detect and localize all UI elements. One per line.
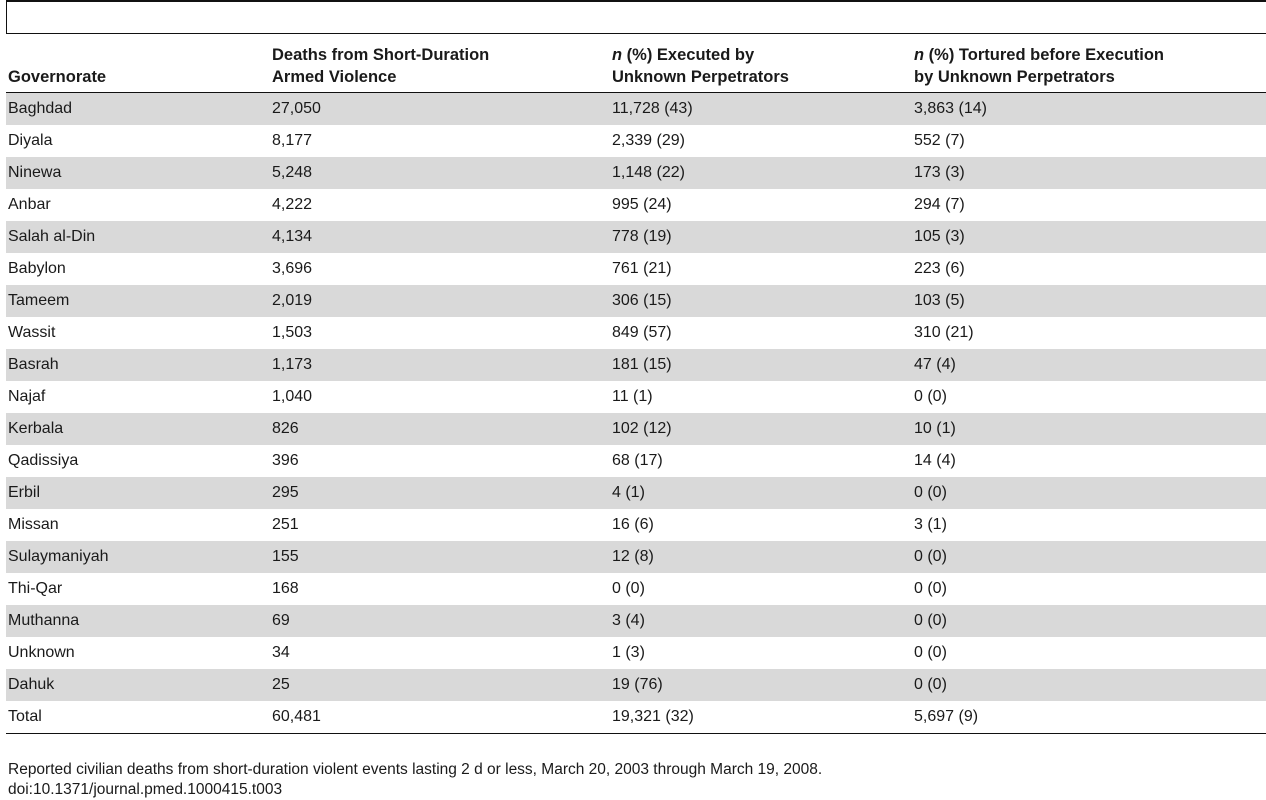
cell-governorate: Erbil xyxy=(6,477,270,509)
cell-deaths: 27,050 xyxy=(270,93,610,126)
cell-governorate: Total xyxy=(6,701,270,734)
header-deaths xyxy=(270,34,610,93)
cell-governorate: Diyala xyxy=(8,132,53,149)
cell-governorate: Missan xyxy=(8,516,59,533)
cell-deaths: 5,248 xyxy=(270,157,610,189)
table-row xyxy=(6,285,1266,317)
cell-tortured: 105 (3) xyxy=(912,221,1266,253)
table-body xyxy=(6,93,1266,734)
cell-deaths: 4,222 xyxy=(272,196,313,213)
cell-governorate: Qadissiya xyxy=(8,452,79,469)
cell-governorate: Wassit xyxy=(8,324,56,341)
header-executed-line1: (%) Executed by xyxy=(622,46,755,64)
table-row xyxy=(6,157,1266,189)
table-row xyxy=(6,381,1266,413)
cell-deaths: 826 xyxy=(270,413,610,445)
table-row xyxy=(6,637,1266,669)
cell-deaths: 4,134 xyxy=(270,221,610,253)
table-footnote xyxy=(8,760,822,800)
table-row xyxy=(6,317,1266,349)
table-row xyxy=(6,93,1266,126)
cell-governorate: Salah al-Din xyxy=(6,221,270,253)
governorate-deaths-table xyxy=(6,34,1266,734)
cell-executed: 0 (0) xyxy=(612,580,645,597)
cell-tortured: 0 (0) xyxy=(914,644,947,661)
cell-tortured: 0 (0) xyxy=(912,477,1266,509)
cell-executed: 19 (76) xyxy=(610,669,912,701)
header-executed-line2: Unknown Perpetrators xyxy=(612,68,789,86)
cell-executed: 4 (1) xyxy=(610,477,912,509)
cell-executed: 761 (21) xyxy=(612,260,672,277)
cell-executed: 181 (15) xyxy=(610,349,912,381)
cell-deaths: 251 xyxy=(272,516,299,533)
header-deaths-line2: Armed Violence xyxy=(272,68,397,86)
cell-executed: 11,728 (43) xyxy=(610,93,912,126)
cell-executed: 3 (4) xyxy=(610,605,912,637)
cell-deaths: 8,177 xyxy=(272,132,313,149)
table-row xyxy=(6,221,1266,253)
cell-executed: 306 (15) xyxy=(610,285,912,317)
cell-tortured: 0 (0) xyxy=(914,580,947,597)
table-row xyxy=(6,413,1266,445)
cell-executed: 16 (6) xyxy=(612,516,654,533)
table-row xyxy=(6,541,1266,573)
cell-tortured: 3,863 (14) xyxy=(912,93,1266,126)
cell-tortured: 310 (21) xyxy=(914,324,974,341)
cell-executed: 11 (1) xyxy=(612,388,653,405)
cell-executed: 849 (57) xyxy=(612,324,672,341)
cell-deaths: 168 xyxy=(272,580,299,597)
cell-executed: 2,339 (29) xyxy=(612,132,685,149)
cell-deaths: 1,173 xyxy=(270,349,610,381)
table-row xyxy=(6,509,1266,541)
cell-executed: 68 (17) xyxy=(612,452,663,469)
header-tortured-label xyxy=(914,44,1264,92)
table-row xyxy=(6,605,1266,637)
cell-governorate: Thi-Qar xyxy=(8,580,63,597)
cell-tortured: 10 (1) xyxy=(912,413,1266,445)
table-row xyxy=(6,349,1266,381)
cell-deaths: 3,696 xyxy=(272,260,313,277)
cell-tortured: 14 (4) xyxy=(914,452,956,469)
header-executed-label xyxy=(612,44,910,92)
cell-deaths: 1,040 xyxy=(272,388,313,405)
cell-governorate: Unknown xyxy=(8,644,75,661)
cell-tortured: 0 (0) xyxy=(914,388,947,405)
cell-governorate: Anbar xyxy=(8,196,51,213)
cell-deaths: 2,019 xyxy=(270,285,610,317)
table-row xyxy=(6,125,1266,157)
header-tortured-n: n xyxy=(914,46,925,64)
cell-executed: 995 (24) xyxy=(612,196,672,213)
cell-deaths: 25 xyxy=(270,669,610,701)
header-executed xyxy=(610,34,912,93)
header-tortured-line2: by Unknown Perpetrators xyxy=(914,68,1115,86)
cell-executed: 102 (12) xyxy=(610,413,912,445)
left-rule xyxy=(6,0,7,34)
cell-executed: 1,148 (22) xyxy=(610,157,912,189)
cell-tortured: 0 (0) xyxy=(912,605,1266,637)
cell-tortured: 3 (1) xyxy=(914,516,947,533)
header-row xyxy=(6,34,1266,93)
cell-governorate: Najaf xyxy=(8,388,46,405)
cell-tortured: 5,697 (9) xyxy=(912,701,1266,734)
cell-executed: 778 (19) xyxy=(610,221,912,253)
cell-tortured: 103 (5) xyxy=(912,285,1266,317)
header-deaths-label xyxy=(272,44,608,92)
table-row xyxy=(6,477,1266,509)
top-rule xyxy=(6,0,1266,2)
cell-tortured: 0 (0) xyxy=(912,541,1266,573)
cell-governorate: Basrah xyxy=(6,349,270,381)
cell-governorate: Sulaymaniyah xyxy=(6,541,270,573)
cell-executed: 12 (8) xyxy=(610,541,912,573)
cell-tortured: 294 (7) xyxy=(914,196,965,213)
table-header xyxy=(6,34,1266,93)
cell-governorate: Ninewa xyxy=(6,157,270,189)
header-governorate xyxy=(6,34,270,93)
cell-tortured: 223 (6) xyxy=(914,260,965,277)
header-governorate-label: Governorate xyxy=(8,68,107,86)
table-row xyxy=(6,445,1266,477)
cell-governorate: Dahuk xyxy=(6,669,270,701)
cell-governorate: Babylon xyxy=(8,260,66,277)
footnote-doi: doi:10.1371/journal.pmed.1000415.t003 xyxy=(8,781,283,798)
cell-deaths: 155 xyxy=(270,541,610,573)
cell-deaths: 295 xyxy=(270,477,610,509)
header-tortured xyxy=(912,34,1266,93)
cell-deaths: 69 xyxy=(270,605,610,637)
cell-deaths: 1,503 xyxy=(272,324,313,341)
cell-tortured: 173 (3) xyxy=(912,157,1266,189)
cell-deaths: 34 xyxy=(272,644,290,661)
header-executed-n: n xyxy=(612,46,623,64)
cell-governorate: Muthanna xyxy=(6,605,270,637)
cell-tortured: 0 (0) xyxy=(912,669,1266,701)
cell-tortured: 47 (4) xyxy=(912,349,1266,381)
table-row xyxy=(6,669,1266,701)
cell-executed: 19,321 (32) xyxy=(610,701,912,734)
cell-governorate: Baghdad xyxy=(6,93,270,126)
cell-governorate: Kerbala xyxy=(6,413,270,445)
cell-executed: 1 (3) xyxy=(612,644,645,661)
cell-deaths: 60,481 xyxy=(270,701,610,734)
header-tortured-line1: (%) Tortured before Execution xyxy=(924,46,1164,64)
cell-tortured: 552 (7) xyxy=(914,132,965,149)
cell-governorate: Tameem xyxy=(6,285,270,317)
cell-deaths: 396 xyxy=(272,452,299,469)
table-row xyxy=(6,189,1266,221)
table-row xyxy=(6,573,1266,605)
footnote-caption: Reported civilian deaths from short-duration violent events lasting 2 d or less, March 20, 2003 through March 19, 2008. xyxy=(8,761,823,778)
header-deaths-line1: Deaths from Short-Duration xyxy=(272,46,490,64)
table-row xyxy=(6,253,1266,285)
table-row-total xyxy=(6,701,1266,734)
